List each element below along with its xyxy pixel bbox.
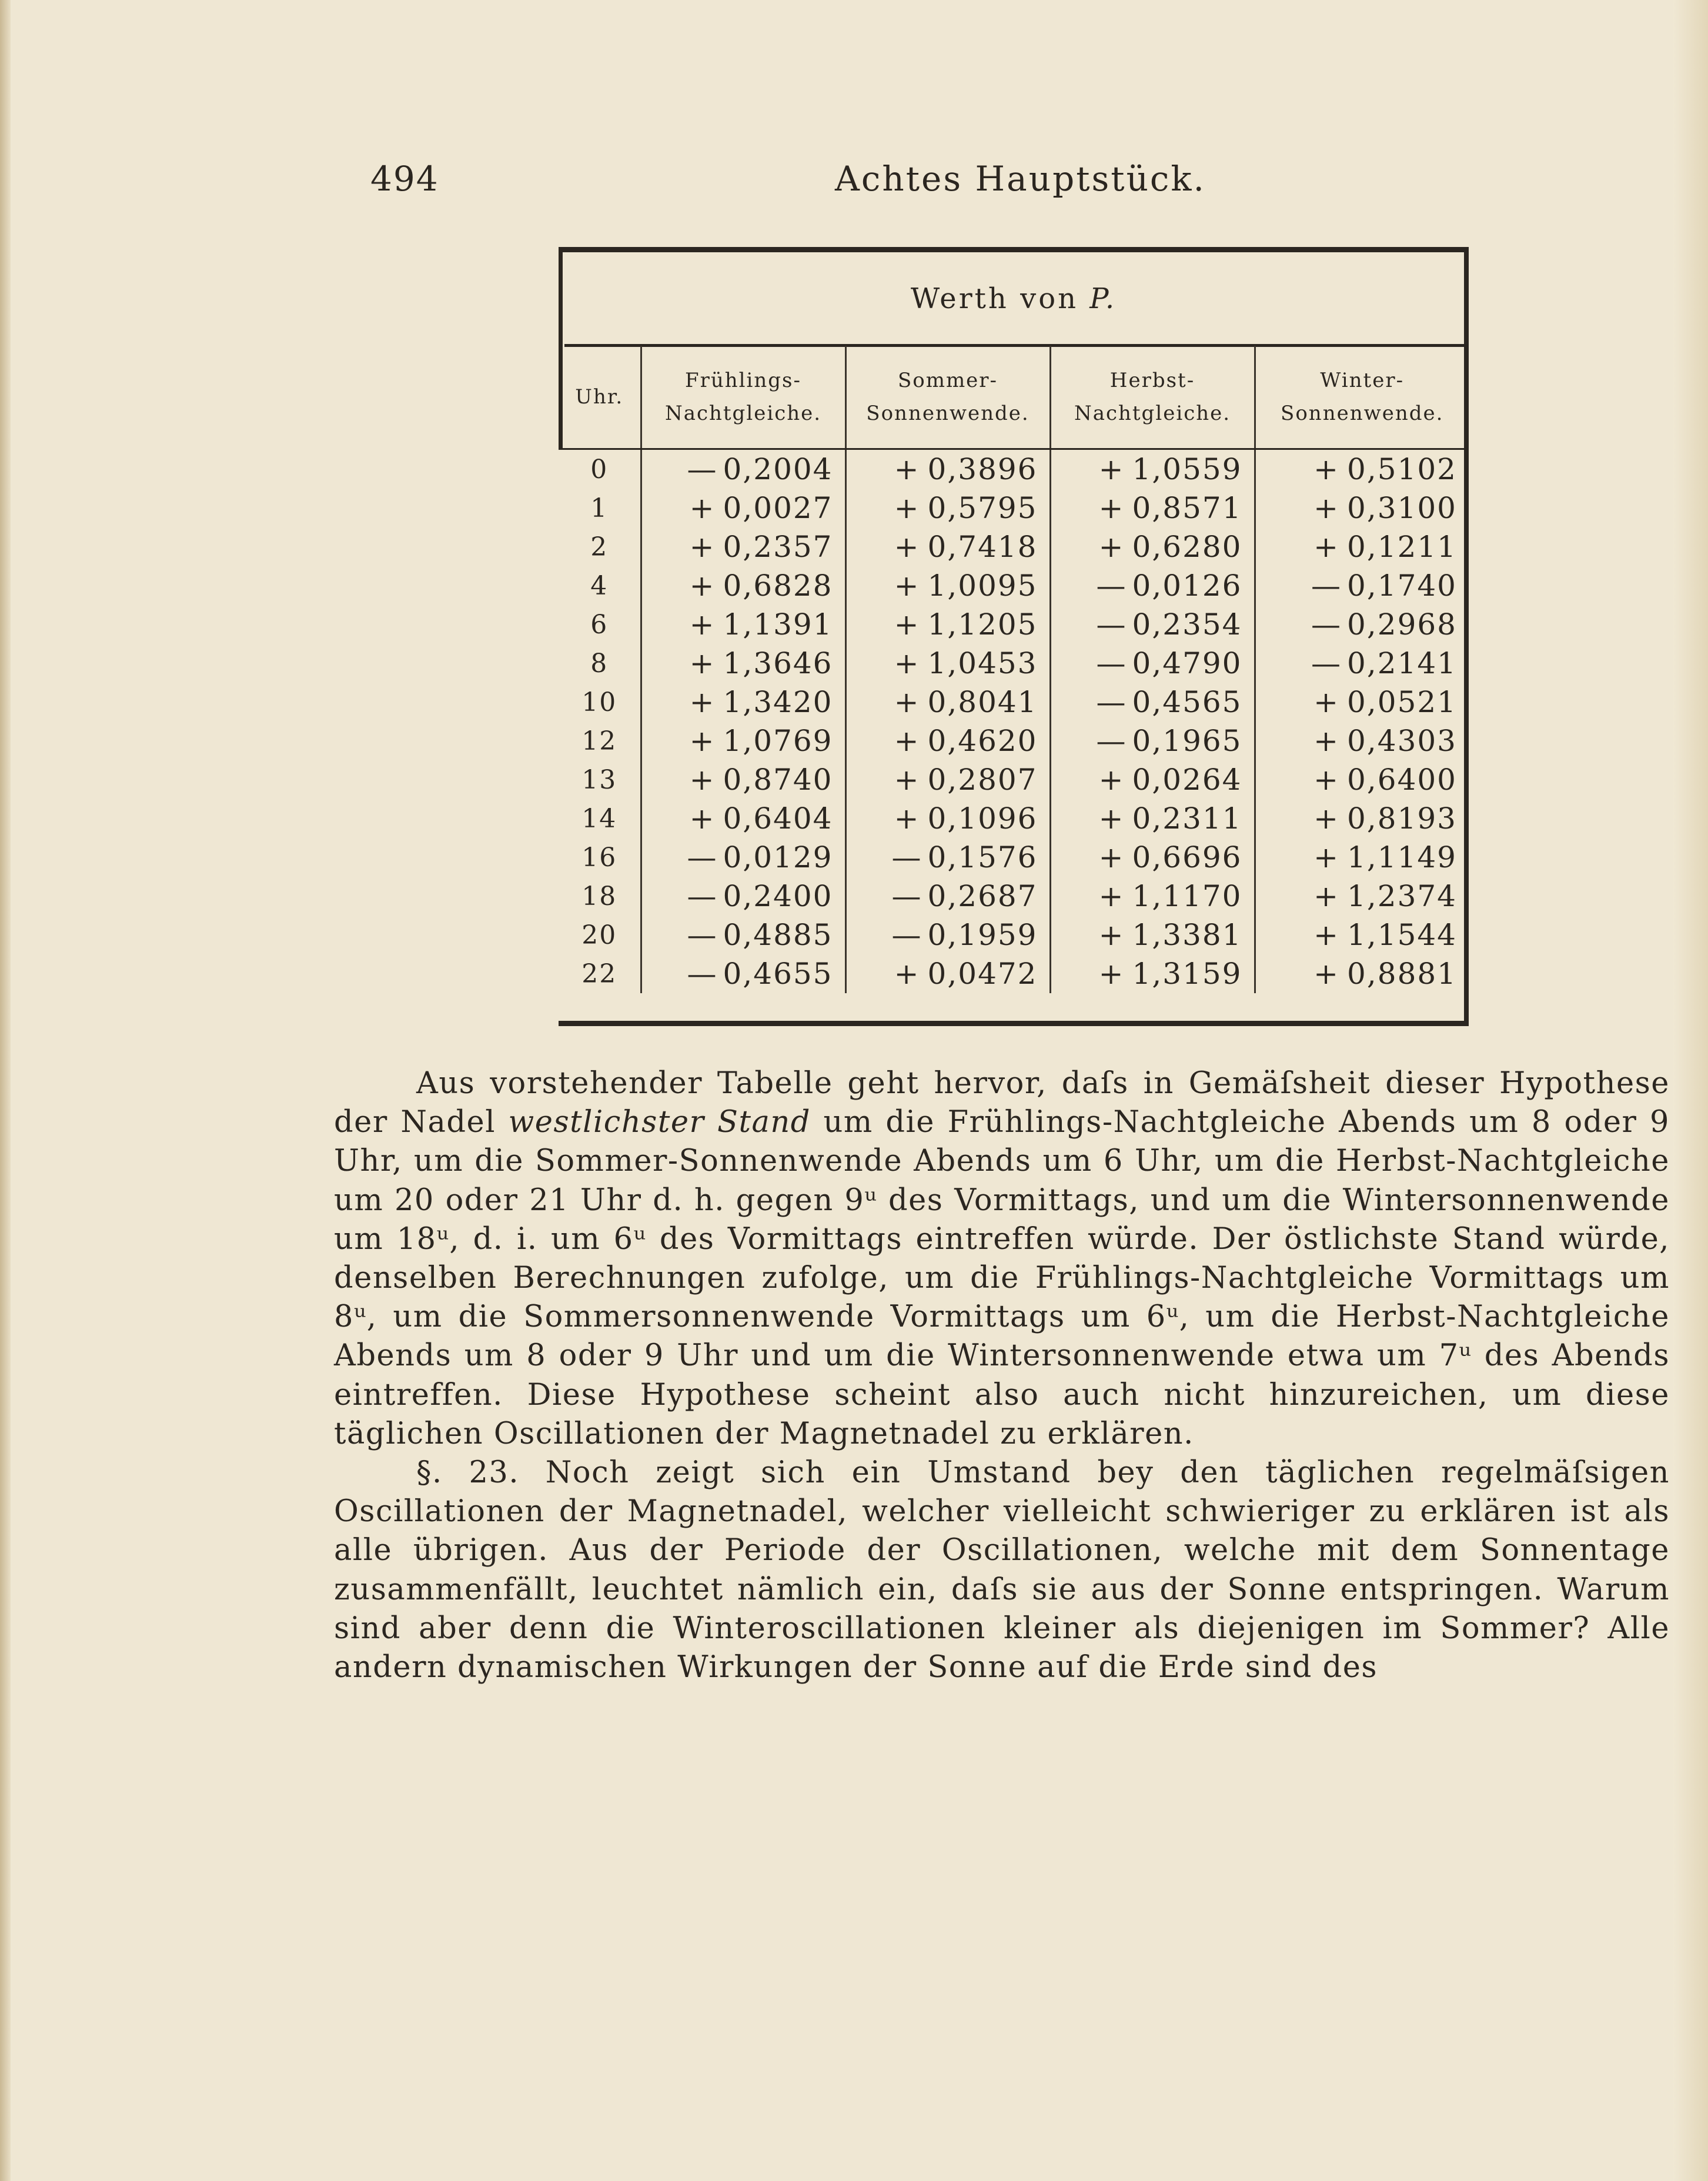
sign: + bbox=[689, 685, 716, 719]
cell-c4 bbox=[1255, 644, 1469, 683]
value: 0,2311 bbox=[1132, 801, 1242, 836]
cell-c4 bbox=[1255, 799, 1469, 838]
value: 0,6400 bbox=[1347, 763, 1457, 797]
value: 0,8041 bbox=[927, 685, 1038, 719]
cell-c1 bbox=[641, 799, 845, 838]
running-head: Achtes Hauptstück. bbox=[835, 159, 1206, 199]
value: 0,4790 bbox=[1132, 646, 1242, 680]
value: 0,3100 bbox=[1347, 491, 1457, 525]
value: 0,2004 bbox=[723, 452, 833, 486]
cell-c3 bbox=[1050, 954, 1255, 993]
value: 1,3420 bbox=[723, 685, 833, 719]
value: 0,1576 bbox=[927, 840, 1038, 874]
cell-c3 bbox=[1050, 760, 1255, 799]
sign: + bbox=[1313, 491, 1339, 525]
value: 0,6696 bbox=[1132, 840, 1242, 874]
header-fruehlings-line1: Frühlings- bbox=[685, 368, 801, 392]
sign: + bbox=[1098, 452, 1125, 486]
cell-c3 bbox=[1050, 683, 1255, 722]
cell-c3 bbox=[1050, 644, 1255, 683]
value: 0,2968 bbox=[1347, 607, 1457, 642]
sign: + bbox=[1098, 918, 1125, 952]
value: 1,1391 bbox=[723, 607, 833, 642]
page-binding-edge bbox=[0, 0, 11, 2181]
sign: + bbox=[1313, 452, 1339, 486]
data-table bbox=[559, 346, 1469, 993]
cell-uhr: 16 bbox=[559, 838, 641, 877]
sign: + bbox=[894, 957, 920, 991]
cell-c2 bbox=[845, 916, 1050, 954]
value: 0,0472 bbox=[927, 957, 1038, 991]
table-row bbox=[559, 916, 1469, 954]
cell-c3 bbox=[1050, 838, 1255, 877]
cell-uhr: 22 bbox=[559, 954, 641, 993]
cell-uhr: 4 bbox=[559, 566, 641, 605]
cell-c4 bbox=[1255, 489, 1469, 527]
cell-c2 bbox=[845, 954, 1050, 993]
table-row bbox=[559, 605, 1469, 644]
table-bottom-rule bbox=[559, 1021, 1469, 1026]
value: 1,1544 bbox=[1347, 918, 1457, 952]
value: 0,0264 bbox=[1132, 763, 1242, 797]
cell-c1 bbox=[641, 449, 845, 489]
sign: + bbox=[689, 724, 716, 758]
cell-uhr: 18 bbox=[559, 877, 641, 916]
sign: + bbox=[1098, 491, 1125, 525]
paragraph-1-emphasis: westlichster Stand bbox=[508, 1105, 811, 1140]
sign: — bbox=[1096, 724, 1127, 758]
paragraph-1 bbox=[334, 1064, 1670, 1454]
value: 0,3896 bbox=[927, 452, 1038, 486]
sign: + bbox=[894, 607, 920, 642]
header-uhr: Uhr. bbox=[559, 346, 641, 449]
cell-c4 bbox=[1255, 877, 1469, 916]
value: 0,1959 bbox=[927, 918, 1038, 952]
sign: + bbox=[689, 491, 716, 525]
table-row bbox=[559, 722, 1469, 760]
sign: + bbox=[1098, 763, 1125, 797]
cell-c3 bbox=[1050, 527, 1255, 566]
value: 0,0129 bbox=[723, 840, 833, 874]
sign: + bbox=[689, 801, 716, 836]
cell-uhr: 0 bbox=[559, 449, 641, 489]
cell-c3 bbox=[1050, 916, 1255, 954]
value: 0,1096 bbox=[927, 801, 1038, 836]
value: 0,4620 bbox=[927, 724, 1038, 758]
value: 0,6404 bbox=[723, 801, 833, 836]
value: 0,4885 bbox=[723, 918, 833, 952]
value: 0,2357 bbox=[723, 530, 833, 564]
sign: — bbox=[1311, 569, 1342, 603]
cell-c3 bbox=[1050, 566, 1255, 605]
page-number: 494 bbox=[370, 159, 439, 199]
sign: + bbox=[894, 646, 920, 680]
cell-c4 bbox=[1255, 449, 1469, 489]
cell-uhr: 20 bbox=[559, 916, 641, 954]
cell-c3 bbox=[1050, 489, 1255, 527]
value: 1,2374 bbox=[1347, 879, 1457, 913]
sign: + bbox=[894, 530, 920, 564]
table-row bbox=[559, 760, 1469, 799]
sign: + bbox=[894, 452, 920, 486]
paragraph-1-end: um die Frühlings-Nachtgleiche Abends um 8 oder 9 Uhr, um die Sommer-Sonnenwende Abends um 6 Uhr, um die Herbst-Nachtgleiche um 20 oder 21 Uhr d. h. gegen 9ᵘ des Vormittags, und um die Wintersonnenwende um 18ᵘ, d. i. um 6ᵘ des Vormittags eintreffen würde. Der östlichste Stand würde, denselben Berechnungen zufolge, um die Frühlings-Nachtgleiche Vormittags um 8ᵘ, um die Sommersonnenwende Vormittags um 6ᵘ, um die Herbst-Nachtgleiche Abends um 8 oder 9 Uhr und um die Wintersonnenwende etwa um 7ᵘ des Abends eintreffen. Diese Hypothese scheint also auch nicht hinzureichen, um diese täglichen Oscillationen der Magnetnadel zu erklären. bbox=[334, 1105, 1670, 1451]
sign: + bbox=[1098, 879, 1125, 913]
table-title-variable: P. bbox=[1089, 282, 1117, 315]
sign: — bbox=[891, 840, 922, 874]
cell-c4 bbox=[1255, 838, 1469, 877]
sign: + bbox=[1313, 763, 1339, 797]
sign: + bbox=[1313, 918, 1339, 952]
cell-c1 bbox=[641, 527, 845, 566]
sign: + bbox=[1098, 801, 1125, 836]
header-herbst-line1: Herbst- bbox=[1109, 368, 1195, 392]
value: 0,0027 bbox=[723, 491, 833, 525]
cell-c3 bbox=[1050, 722, 1255, 760]
sign: — bbox=[687, 452, 718, 486]
page-header bbox=[370, 159, 1229, 212]
value: 0,8193 bbox=[1347, 801, 1457, 836]
value: 0,5795 bbox=[927, 491, 1038, 525]
cell-c2 bbox=[845, 877, 1050, 916]
cell-c1 bbox=[641, 722, 845, 760]
sign: + bbox=[1313, 840, 1339, 874]
table-top-rule bbox=[559, 247, 1469, 252]
cell-c4 bbox=[1255, 566, 1469, 605]
value: 0,8740 bbox=[723, 763, 833, 797]
table-title bbox=[559, 282, 1469, 315]
cell-uhr: 12 bbox=[559, 722, 641, 760]
sign: + bbox=[1098, 957, 1125, 991]
value: 0,4655 bbox=[723, 957, 833, 991]
body-text bbox=[334, 1064, 1670, 1687]
table-row bbox=[559, 489, 1469, 527]
cell-uhr: 14 bbox=[559, 799, 641, 838]
cell-c2 bbox=[845, 489, 1050, 527]
cell-c3 bbox=[1050, 605, 1255, 644]
value: 0,2687 bbox=[927, 879, 1038, 913]
table-body bbox=[559, 449, 1469, 994]
cell-uhr: 10 bbox=[559, 683, 641, 722]
value: 0,4565 bbox=[1132, 685, 1242, 719]
sign: + bbox=[1313, 685, 1339, 719]
cell-c1 bbox=[641, 683, 845, 722]
value: 1,1149 bbox=[1347, 840, 1457, 874]
value: 1,3159 bbox=[1132, 957, 1242, 991]
value: 0,2354 bbox=[1132, 607, 1242, 642]
header-sommer-line2: Sonnenwende. bbox=[866, 402, 1030, 425]
table-row bbox=[559, 799, 1469, 838]
cell-c2 bbox=[845, 605, 1050, 644]
cell-c4 bbox=[1255, 760, 1469, 799]
cell-c2 bbox=[845, 566, 1050, 605]
value: 0,8571 bbox=[1132, 491, 1242, 525]
sign: + bbox=[1313, 879, 1339, 913]
sign: — bbox=[891, 879, 922, 913]
cell-c4 bbox=[1255, 916, 1469, 954]
value: 1,0769 bbox=[723, 724, 833, 758]
header-herbst bbox=[1050, 346, 1255, 449]
page-right-edge bbox=[1673, 0, 1708, 2181]
cell-c4 bbox=[1255, 954, 1469, 993]
value: 0,0126 bbox=[1132, 569, 1242, 603]
sign: + bbox=[689, 763, 716, 797]
value-table bbox=[559, 247, 1469, 1026]
sign: + bbox=[1313, 724, 1339, 758]
value: 0,7418 bbox=[927, 530, 1038, 564]
value: 1,1205 bbox=[927, 607, 1038, 642]
value: 1,0453 bbox=[927, 646, 1038, 680]
sign: — bbox=[687, 918, 718, 952]
table-row bbox=[559, 877, 1469, 916]
sign: — bbox=[1096, 685, 1127, 719]
cell-c4 bbox=[1255, 527, 1469, 566]
sign: + bbox=[894, 491, 920, 525]
sign: + bbox=[1313, 957, 1339, 991]
table-title-text: Werth von bbox=[910, 282, 1079, 315]
sign: — bbox=[1311, 607, 1342, 642]
header-fruehlings bbox=[641, 346, 845, 449]
sign: + bbox=[1313, 801, 1339, 836]
header-winter bbox=[1255, 346, 1469, 449]
cell-c2 bbox=[845, 449, 1050, 489]
value: 0,2400 bbox=[723, 879, 833, 913]
header-sommer bbox=[845, 346, 1050, 449]
sign: + bbox=[689, 569, 716, 603]
sign: + bbox=[1313, 530, 1339, 564]
cell-c3 bbox=[1050, 877, 1255, 916]
cell-uhr: 8 bbox=[559, 644, 641, 683]
value: 1,1170 bbox=[1132, 879, 1242, 913]
cell-c2 bbox=[845, 527, 1050, 566]
value: 0,2141 bbox=[1347, 646, 1457, 680]
sign: — bbox=[1096, 607, 1127, 642]
cell-c1 bbox=[641, 644, 845, 683]
sign: — bbox=[891, 918, 922, 952]
value: 0,0521 bbox=[1347, 685, 1457, 719]
table-row bbox=[559, 954, 1469, 993]
sign: — bbox=[1096, 646, 1127, 680]
cell-c2 bbox=[845, 644, 1050, 683]
value: 0,5102 bbox=[1347, 452, 1457, 486]
cell-c4 bbox=[1255, 683, 1469, 722]
sign: + bbox=[894, 763, 920, 797]
value: 1,0559 bbox=[1132, 452, 1242, 486]
value: 1,0095 bbox=[927, 569, 1038, 603]
value: 0,6280 bbox=[1132, 530, 1242, 564]
value: 0,1740 bbox=[1347, 569, 1457, 603]
sign: — bbox=[687, 840, 718, 874]
table-row bbox=[559, 566, 1469, 605]
sign: + bbox=[689, 646, 716, 680]
sign: + bbox=[894, 685, 920, 719]
cell-c1 bbox=[641, 605, 845, 644]
cell-c2 bbox=[845, 799, 1050, 838]
paragraph-2: §. 23. Noch zeigt sich ein Umstand bey den täglichen regelmäſsigen Oscillationen der Magnetnadel, welcher vielleicht schwieriger zu erklären ist als alle übrigen. Aus der Periode der Oscillationen, welche mit dem Sonnentage zusammenfällt, leuchtet nämlich ein, daſs sie aus der Sonne entspringen. Warum sind aber denn die Winteroscillationen kleiner als diejenigen im Sommer? Alle andern dynamischen Wirkungen der Sonne auf die Erde sind des bbox=[334, 1455, 1670, 1685]
table-header-row bbox=[559, 346, 1469, 449]
cell-uhr: 6 bbox=[559, 605, 641, 644]
value: 0,2807 bbox=[927, 763, 1038, 797]
header-herbst-line2: Nachtgleiche. bbox=[1074, 402, 1231, 425]
cell-c2 bbox=[845, 722, 1050, 760]
cell-c1 bbox=[641, 954, 845, 993]
cell-c3 bbox=[1050, 799, 1255, 838]
value: 1,3646 bbox=[723, 646, 833, 680]
sign: — bbox=[687, 957, 718, 991]
header-winter-line1: Winter- bbox=[1320, 368, 1405, 392]
sign: + bbox=[689, 530, 716, 564]
cell-c4 bbox=[1255, 605, 1469, 644]
cell-c1 bbox=[641, 838, 845, 877]
header-sommer-line1: Sommer- bbox=[897, 368, 998, 392]
table-row bbox=[559, 683, 1469, 722]
header-fruehlings-line2: Nachtgleiche. bbox=[664, 402, 822, 425]
value: 1,3381 bbox=[1132, 918, 1242, 952]
cell-c3 bbox=[1050, 449, 1255, 489]
table-row bbox=[559, 838, 1469, 877]
value: 0,8881 bbox=[1347, 957, 1457, 991]
table-row bbox=[559, 644, 1469, 683]
cell-c1 bbox=[641, 489, 845, 527]
cell-uhr: 1 bbox=[559, 489, 641, 527]
cell-uhr: 13 bbox=[559, 760, 641, 799]
sign: + bbox=[894, 724, 920, 758]
value: 0,1211 bbox=[1347, 530, 1457, 564]
sign: + bbox=[1098, 840, 1125, 874]
cell-c4 bbox=[1255, 722, 1469, 760]
header-winter-line2: Sonnenwende. bbox=[1281, 402, 1444, 425]
cell-uhr: 2 bbox=[559, 527, 641, 566]
value: 0,6828 bbox=[723, 569, 833, 603]
value: 0,1965 bbox=[1132, 724, 1242, 758]
paragraph-1-start: Aus vorstehender Tabelle geht hervor, daſs in Gemäſsheit dieser Hypothese der Nadel bbox=[334, 1066, 1670, 1140]
cell-c2 bbox=[845, 838, 1050, 877]
table-row bbox=[559, 527, 1469, 566]
sign: + bbox=[1098, 530, 1125, 564]
sign: — bbox=[1311, 646, 1342, 680]
table-row bbox=[559, 449, 1469, 489]
cell-c2 bbox=[845, 683, 1050, 722]
sign: + bbox=[689, 607, 716, 642]
value: 0,4303 bbox=[1347, 724, 1457, 758]
sign: + bbox=[894, 569, 920, 603]
cell-c2 bbox=[845, 760, 1050, 799]
cell-c1 bbox=[641, 566, 845, 605]
cell-c1 bbox=[641, 760, 845, 799]
sign: — bbox=[687, 879, 718, 913]
cell-c1 bbox=[641, 877, 845, 916]
cell-c1 bbox=[641, 916, 845, 954]
sign: — bbox=[1096, 569, 1127, 603]
sign: + bbox=[894, 801, 920, 836]
